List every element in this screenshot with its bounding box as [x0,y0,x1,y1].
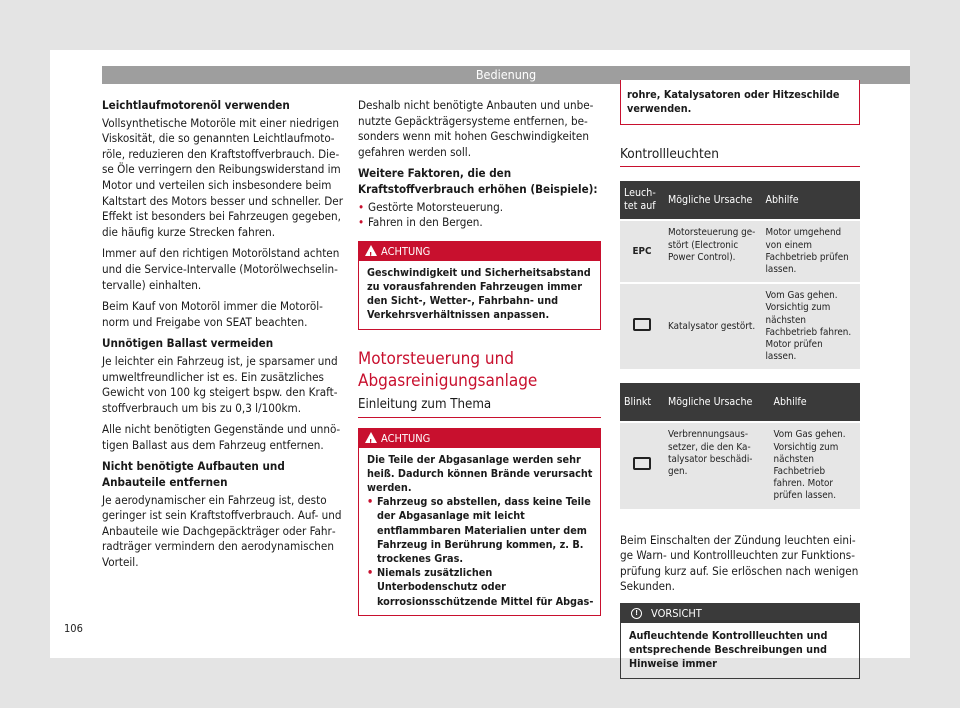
warning-label: ACHTUNG [381,244,431,258]
list-item: • Fahren in den Bergen. [358,215,601,231]
page [50,50,910,671]
table-cell: Vom Gas gehen. Vorsichtig zum nächsten Fachbetrieb fahren. Motor prüfen lassen. [769,422,860,508]
caution-box [620,603,860,679]
engine-icon [620,283,664,369]
table-header: Mögliche Ursache [664,181,761,220]
warning-header [359,242,600,261]
caution-header [621,604,859,623]
warning-label: ACHTUNG [381,431,431,445]
indicator-table-blink [620,383,860,508]
column-1 [102,98,344,577]
paragraph: Alle nicht benötigten Gegenstände und unnötigen Ballast aus dem Fahrzeug entfernen. [102,422,341,452]
heading-faktoren: Weitere Faktoren, die den Kraftstoffverbrauch erhöhen (Beispiele): [358,166,598,196]
column-3 [620,80,860,679]
heading-aufbauten: Nicht benötigte Aufbauten und Anbauteile entfernen [102,459,285,490]
caution-label: VORSICHT [651,607,702,621]
warning-header [359,429,600,448]
paragraph: Beim Kauf von Motoröl immer die Motorölnorm und Freigabe von SEAT beachten. [102,299,323,329]
warning-box [358,241,601,330]
indicator-table-on [620,181,860,369]
paragraph: Je leichter ein Fahrzeug ist, je sparsamer und umweltfreundlicher ist es. Ein zusätzliches Gewicht von 100 kg steigert bspw. den Kraftstoffverbrauch um bis zu 0,3 l/100km. [102,353,338,415]
table-header-row [620,383,860,422]
warning-text: Geschwindigkeit und Sicherheitsabstand zu vorausfahrenden Fahrzeugen immer den Sicht-, Wetter-, Fahrbahn- und Verkehrsverhältnissen anpassen. [367,265,591,322]
table-header: Mögliche Ursache [664,383,769,422]
paragraph: Beim Einschalten der Zündung leuchten einige Warn- und Kontrollleuchten zur Funktionsprüfung kurz auf. Sie erlöschen nach wenigen Sekunden. [620,532,859,594]
paragraph: Deshalb nicht benötigte Anbauten und unbenutzte Gepäckträgersysteme entfernen, besonders wenn mit hohen Geschwindigkeiten gefahren werden soll. [358,98,594,159]
table-row [620,283,860,369]
column-2 [358,98,601,616]
warning-triangle-icon [365,245,377,256]
epc-icon: EPC [620,220,664,283]
warning-box [358,428,601,616]
list-item: • Niemals zusätzlichen Unterbodenschutz oder korrosionsschützende Mittel für Abgas- [367,566,594,609]
table-header: Abhilfe [761,181,860,220]
warning-triangle-icon [365,432,377,443]
table-cell: Verbrennungsaussetzer, die den Katalysator beschädigen. [664,422,769,508]
page-number: 106 [64,622,83,635]
engine-icon [620,422,664,508]
table-header-row [620,181,860,220]
paragraph: Vollsynthetische Motoröle mit einer niedrigen Viskosität, die so genannten Leichtlaufmotoröle, reduzieren den Kraftstoffverbrauch. Diese Öle verringern den Reibungswiderstand im Motor und verteilen sich insbesondere beim Kaltstart des Motors besser und schneller. Der Effekt ist besonders bei Fahrzeugen gegeben, die häufig kurze Strecken fahren. [102,115,343,239]
table-row [620,220,860,283]
list-item: • Gestörte Motorsteuerung. [358,200,601,216]
paragraph: Je aerodynamischer ein Fahrzeug ist, desto geringer ist sein Kraftstoffverbrauch. Auf- und Anbauteile wie Dachgepäckträger oder Fahrradträger vermindern den aerodynamischen Vorteil. [102,492,342,570]
table-cell: Vom Gas gehen. Vorsichtig zum nächsten Fachbetrieb fahren. Motor prüfen lassen. [761,283,860,369]
paragraph: Immer auf den richtigen Motorölstand achten und die Service-Intervalle (Motorölwechselintervalle) einhalten. [102,246,340,292]
table-header: Leuchtet auf [620,181,664,220]
section-title: Motorsteuerung und Abgasreinigungsanlage [358,348,538,391]
warning-continuation: rohre, Katalysatoren oder Hitzeschilde verwenden. [620,80,860,125]
bullet-list [358,200,601,231]
caution-icon: ! [631,608,642,619]
section-title: Kontrollleuchten [620,145,860,167]
warning-text: Die Teile der Abgasanlage werden sehr heiß. Dadurch können Brände verursacht werden. [367,452,593,494]
table-row [620,422,860,508]
table-cell: Motorsteuerung gestört (Electronic Power Control). [664,220,761,283]
heading-leichtlauf: Leichtlaufmotorenöl verwenden [102,98,290,112]
table-cell: Motor umgehend von einem Fachbetrieb prüfen lassen. [761,220,860,283]
page-header: Bedienung [102,66,910,84]
table-header: Blinkt [620,383,664,422]
table-cell: Katalysator gestört. [664,283,761,369]
caution-text: Aufleuchtende Kontrollleuchten und entsprechende Beschreibungen und Hinweise immer [629,629,828,671]
subsection-title: Einleitung zum Thema [358,396,601,418]
warning-bullets [367,495,594,609]
heading-ballast: Unnötigen Ballast vermeiden [102,336,274,351]
table-header: Abhilfe [769,383,860,422]
warning-body [359,448,600,615]
list-item: • Fahrzeug so abstellen, dass keine Teile der Abgasanlage mit leicht entflammbaren Materialien unter dem Fahrzeug in Berührung kommen, z. B. trockenes Gras. [367,495,594,566]
